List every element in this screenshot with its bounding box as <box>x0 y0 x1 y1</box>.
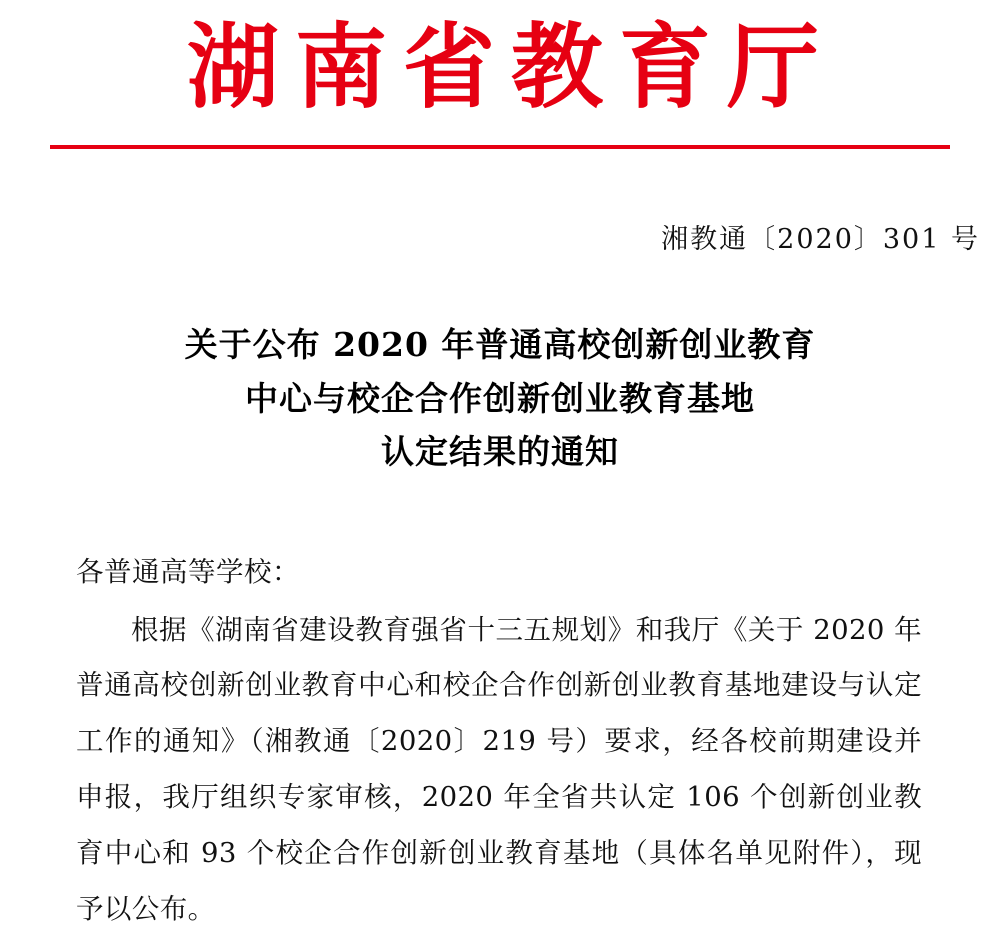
letterhead <box>0 0 1000 149</box>
document-number-row <box>0 217 1000 256</box>
document-body <box>0 545 1000 938</box>
document-title-line-2: 中心与校企合作创新创业教育基地 <box>245 378 755 418</box>
salutation: 各普通高等学校： <box>76 555 300 588</box>
body-paragraph-1: 根据《湖南省建设教育强省十三五规划》和我厅《关于 2020 年普通高校创新创业教育中心和校企合作创新创业教育基地建设与认定工作的通知》（湘教通〔2020〕219 号）要求，经各校前期建设并申报，我厅组织专家审核，2020 年全省共认定 106 个创新创业教育中心和 93 个校企合作创新创业教育基地（具体名单见附件），现予以公布。 <box>76 613 922 925</box>
issuing-organization-title: 湖南省教育厅 <box>186 13 835 121</box>
letterhead-divider <box>50 145 950 149</box>
document-title <box>0 318 1000 478</box>
document-number: 湘教通〔2020〕301 号 <box>661 224 980 256</box>
document-title-line-3: 认定结果的通知 <box>381 432 619 472</box>
document-title-line-1: 关于公布 2020 年普通高校创新创业教育 <box>184 325 816 365</box>
